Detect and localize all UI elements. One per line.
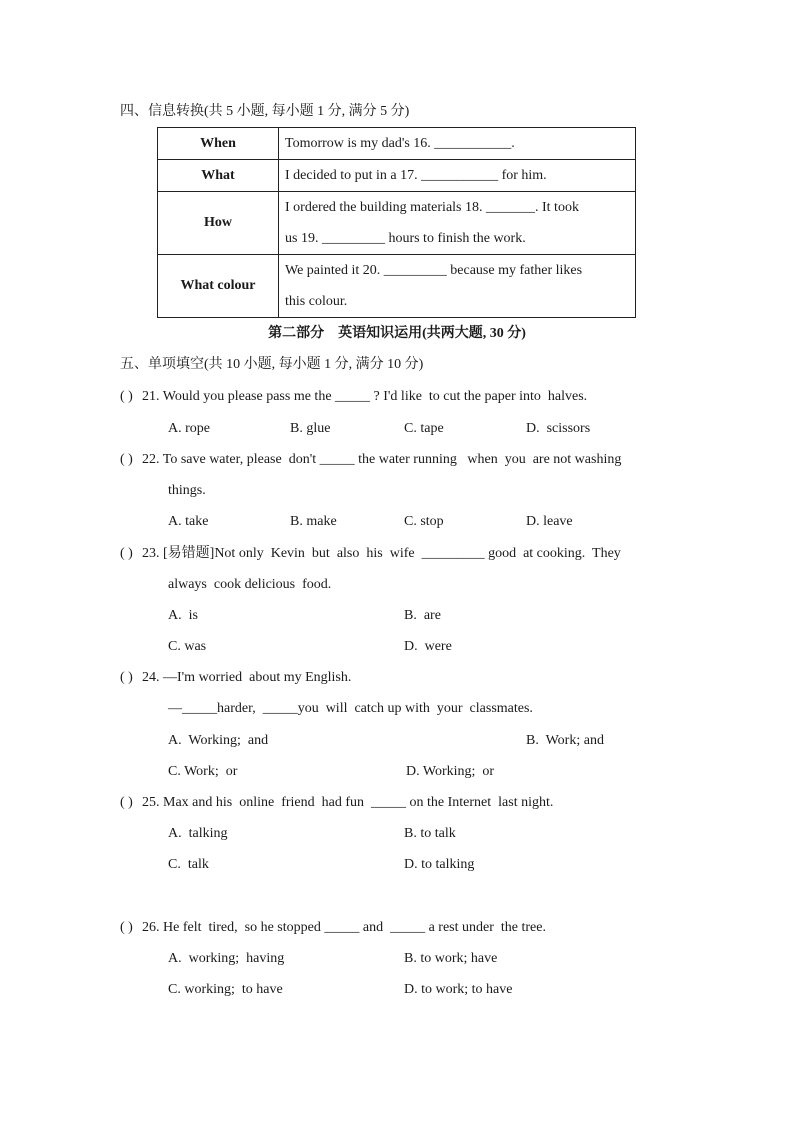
option-23-b: B. are xyxy=(404,608,441,623)
option-21-a: A. rope xyxy=(168,421,210,436)
answer-blank-22[interactable]: ( ) xyxy=(120,452,133,467)
question-24-stem: 24. —I'm worried about my English. xyxy=(142,670,352,685)
row-value xyxy=(279,255,636,318)
option-21-b: B. glue xyxy=(290,421,331,436)
answer-blank-23[interactable]: ( ) xyxy=(120,546,133,561)
answer-blank-21[interactable]: ( ) xyxy=(120,389,133,404)
part2-title: 第二部分 英语知识运用(共两大题, 30 分) xyxy=(268,326,526,341)
row-key: How xyxy=(158,192,279,255)
option-24-a: A. Working; and xyxy=(168,733,269,748)
option-22-d: D. leave xyxy=(526,514,573,529)
row-value: Tomorrow is my dad's 16. ___________. xyxy=(279,128,636,160)
row-key: When xyxy=(158,128,279,160)
question-22-stem-cont: things. xyxy=(168,483,206,498)
section5-title: 五、单项填空(共 10 小题, 每小题 1 分, 满分 10 分) xyxy=(120,357,424,372)
question-21-stem: 21. Would you please pass me the _____ ? I'd like to cut the paper into halves. xyxy=(142,389,588,404)
option-26-c: C. working; to have xyxy=(168,982,283,997)
option-21-c: C. tape xyxy=(404,421,444,436)
option-25-c: C. talk xyxy=(168,857,209,872)
row-value-line2: this colour. xyxy=(285,294,348,309)
option-22-a: A. take xyxy=(168,514,209,529)
table-row xyxy=(158,192,636,255)
question-23-stem-cont: always cook delicious food. xyxy=(168,577,332,592)
table-row xyxy=(158,128,636,160)
option-22-b: B. make xyxy=(290,514,337,529)
option-21-d: D. scissors xyxy=(526,421,591,436)
row-value-line1: I ordered the building materials 18. _______. It took xyxy=(285,200,579,215)
answer-blank-25[interactable]: ( ) xyxy=(120,795,133,810)
option-22-c: C. stop xyxy=(404,514,444,529)
option-25-b: B. to talk xyxy=(404,826,456,841)
row-value-line2: us 19. _________ hours to finish the work. xyxy=(285,231,526,246)
table-row xyxy=(158,255,636,318)
option-24-d: D. Working; or xyxy=(406,764,495,779)
option-23-c: C. was xyxy=(168,639,207,654)
option-25-d: D. to talking xyxy=(404,857,475,872)
option-24-b: B. Work; and xyxy=(526,733,604,748)
option-23-a: A. is xyxy=(168,608,198,623)
question-26-stem: 26. He felt tired, so he stopped _____ and _____ a rest under the tree. xyxy=(142,920,546,935)
section4-title: 四、信息转换(共 5 小题, 每小题 1 分, 满分 5 分) xyxy=(120,104,410,119)
question-22-stem: 22. To save water, please don't _____ the water running when you are not washing xyxy=(142,452,622,467)
row-key: What colour xyxy=(158,255,279,318)
info-table xyxy=(157,127,636,318)
option-25-a: A. talking xyxy=(168,826,228,841)
option-23-d: D. were xyxy=(404,639,452,654)
question-24-stem-cont: —_____harder, _____you will catch up with your classmates. xyxy=(168,701,533,716)
option-24-c: C. Work; or xyxy=(168,764,238,779)
question-25-stem: 25. Max and his online friend had fun _____ on the Internet last night. xyxy=(142,795,554,810)
row-value-line1: We painted it 20. _________ because my father likes xyxy=(285,263,583,278)
option-26-a: A. working; having xyxy=(168,951,285,966)
row-value: I decided to put in a 17. ___________ for him. xyxy=(279,160,636,192)
option-26-b: B. to work; have xyxy=(404,951,498,966)
question-23-stem: 23. [易错题]Not only Kevin but also his wife _________ good at cooking. They xyxy=(142,546,621,561)
option-26-d: D. to work; to have xyxy=(404,982,513,997)
answer-blank-24[interactable]: ( ) xyxy=(120,670,133,685)
row-value xyxy=(279,192,636,255)
row-key: What xyxy=(158,160,279,192)
answer-blank-26[interactable]: ( ) xyxy=(120,920,133,935)
table-row xyxy=(158,160,636,192)
